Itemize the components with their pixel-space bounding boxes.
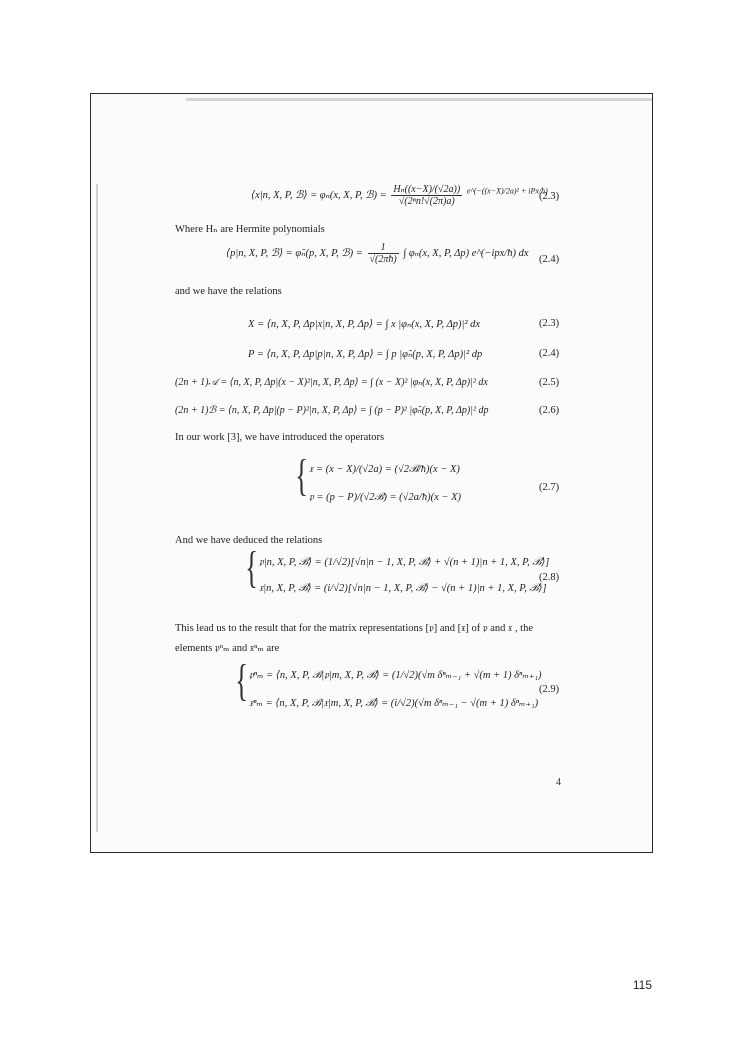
- equation-rhs: ∫ φₙ(x, X, P, Δp) e^(−ipx/ħ) dx: [403, 247, 529, 259]
- equation-lhs: ⟨x|n, X, P, ℬ⟩ = φₙ(x, X, P, ℬ) =: [251, 189, 387, 201]
- numerator: Hₙ((x−X)/(√2a)): [393, 184, 461, 195]
- equation-number: (2.6): [539, 405, 560, 416]
- equation-2-8-row-1: 𝔭|n, X, P, ℬ⟩ = (1/√2)[√n|n − 1, X, P, ℬ⟩ + √(n + 1)|n + 1, X, P, ℬ⟩]: [259, 557, 550, 568]
- equation-2-9-row-2: 𝔵ⁿₘ = ⟨n, X, P, ℬ|𝔵|m, X, P, ℬ⟩ = (i/√2)(√m δⁿₘ₋₁ − √(m + 1) δⁿₘ₊₁): [249, 698, 539, 709]
- scanned-page: [90, 93, 653, 853]
- equation-2-9-row-1: 𝔭ⁿₘ = ⟨n, X, P, ℬ|𝔭|m, X, P, ℬ⟩ = (1/√2)(√m δⁿₘ₋₁ + √(m + 1) δⁿₘ₊₁): [249, 670, 542, 681]
- result-text-line-1: This lead us to the result that for the matrix representations [𝔭] and [𝔵] of 𝔭 and 𝔵 , the: [175, 623, 533, 634]
- equation-number: (2.3): [539, 191, 560, 202]
- equation-number: (2.5): [539, 377, 560, 388]
- equation-number: (2.8): [539, 572, 560, 583]
- scan-left-edge: [96, 184, 98, 832]
- numerator: 1: [368, 242, 399, 254]
- deduced-text: And we have deduced the relations: [175, 535, 323, 546]
- scan-edge-shadow: [186, 98, 652, 101]
- left-brace: {: [235, 656, 248, 705]
- equation-2-4-momentum: [226, 242, 529, 265]
- equation-2-7-row-1: 𝔵 = (x − X)/(√2a) = (√2ℬ/ħ)(x − X): [309, 464, 460, 475]
- left-brace: {: [295, 451, 308, 500]
- fraction: [368, 242, 399, 265]
- equation-2-8-row-2: 𝔵|n, X, P, ℬ⟩ = (i/√2)[√n|n − 1, X, P, ℬ⟩ − √(n + 1)|n + 1, X, P, ℬ⟩]: [259, 583, 547, 594]
- equation-number: (2.4): [539, 254, 560, 265]
- equation-number: (2.4): [539, 348, 560, 359]
- inner-page-number: 4: [556, 777, 561, 788]
- equation-2-6-variance-p: (2n + 1)ℬ = ⟨n, X, P, Δp|(p − P)²|n, X, P, Δp⟩ = ∫ (p − P)² |φ̃ₙ(p, X, P, Δp)|² dp: [175, 405, 489, 416]
- equation-number: (2.3): [539, 318, 560, 329]
- left-brace: {: [245, 543, 258, 592]
- denominator: √(2ⁿn!√(2π)a): [398, 196, 455, 207]
- equation-2-3-position: X = ⟨n, X, P, Δp|x|n, X, P, Δp⟩ = ∫ x |φₙ(x, X, P, Δp)|² dx: [248, 319, 481, 330]
- equation-lhs: ⟨p|n, X, P, ℬ⟩ = φ̃ₙ(p, X, P, ℬ) =: [226, 247, 363, 259]
- equation-2-5-variance-x: (2n + 1)𝒜 = ⟨n, X, P, Δp|(x − X)²|n, X, P, Δp⟩ = ∫ (x − X)² |φₙ(x, X, P, Δp)|² dx: [175, 377, 488, 388]
- operators-text: In our work [3], we have introduced the operators: [175, 432, 385, 443]
- equation-2-7-row-2: 𝔭 = (p − P)/(√2ℬ) = (√2a/ħ)(x − X): [309, 492, 461, 503]
- page-number: 115: [632, 978, 652, 992]
- equation-number: (2.9): [539, 684, 560, 695]
- denominator: √(2πħ): [369, 254, 397, 265]
- equation-number: (2.7): [539, 482, 560, 493]
- equation-2-3-wavefunction: [251, 184, 548, 207]
- equation-2-4-momentum-mean: P = ⟨n, X, P, Δp|p|n, X, P, Δp⟩ = ∫ p |φ̃ₙ(p, X, P, Δp)|² dp: [248, 349, 483, 360]
- relations-text: and we have the relations: [175, 286, 282, 297]
- hermite-text: Where Hₙ are Hermite polynomials: [175, 224, 325, 235]
- fraction: [391, 184, 462, 207]
- result-text-line-2: elements 𝔭ⁿₘ and 𝔵ⁿₘ are: [175, 643, 280, 654]
- exponent: e^(−((x−X)/2a)² + iPx/ħ): [466, 186, 548, 196]
